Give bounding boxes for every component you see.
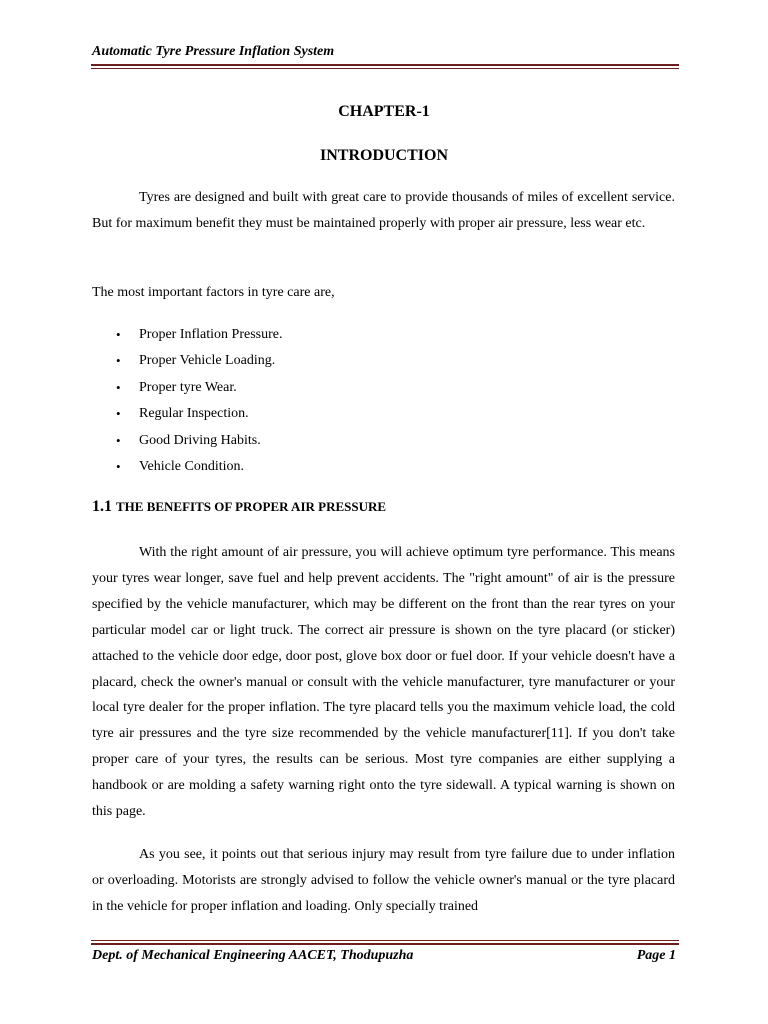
bullet-icon: • [116, 458, 121, 474]
list-item: • Vehicle Condition. [92, 454, 282, 480]
footer-rule-thin [91, 940, 679, 941]
header-rule-thin [91, 68, 679, 69]
bullet-icon: • [116, 353, 121, 369]
section-heading [92, 498, 386, 516]
list-item: • Regular Inspection. [92, 401, 282, 427]
list-item: • Proper Vehicle Loading. [92, 348, 282, 374]
page-number: Page 1 [636, 948, 676, 963]
section-title: THE BENEFITS OF PROPER AIR PRESSURE [116, 499, 387, 514]
section-paragraph-1: With the right amount of air pressure, you will achieve optimum tyre performance. This means your tyres wear longer, save fuel and help prevent accidents. The "right amount" of air is the pressure specified by the vehicle manufacturer, which may be different on the front than the rear tyres on your particular model car or light truck. The correct air pressure is shown on the tyre placard (or sticker) attached to the vehicle door edge, door post, glove box door or fuel door. If your vehicle doesn't have a placard, check the owner's manual or consult with the vehicle manufacturer, tyre manufacturer or your local tyre dealer for the proper inflation. The tyre placard tells you the maximum vehicle load, the cold tyre air pressures and the tyre size recommended by the vehicle manufacturer[11]. If you don't take proper care of your tyres, the results can be serious. Most tyre companies are either supplying a handbook or are molding a safety warning right onto the tyre sidewall. A typical warning is shown on this page. [92, 545, 675, 820]
list-item: • Proper Inflation Pressure. [92, 322, 282, 348]
intro-paragraph: Tyres are designed and built with great care to provide thousands of miles of excellent service. But for maximum benefit they must be maintained properly with proper air pressure, less wear etc. [92, 190, 675, 231]
running-header: Automatic Tyre Pressure Inflation System [92, 44, 335, 59]
bullet-icon: • [116, 379, 121, 395]
bullet-icon: • [116, 432, 121, 448]
section-number: 1.1 [92, 498, 112, 515]
chapter-label: CHAPTER-1 [338, 103, 430, 120]
bullet-icon: • [116, 327, 121, 342]
factors-lead: The most important factors in tyre care are, [92, 285, 335, 300]
section-paragraph-2: As you see, it points out that serious injury may result from tyre failure due to under inflation or overloading. Motorists are strongly advised to follow the vehicle owner's manual or the tyre placard in the vehicle for proper inflation and loading. Only specially trained [92, 847, 675, 914]
footer-department: Dept. of Mechanical Engineering AACET, Thodupuzha [92, 948, 414, 963]
factors-list [92, 322, 282, 480]
footer-rule [91, 943, 679, 945]
list-item: • Proper tyre Wear. [92, 375, 282, 401]
bullet-icon: • [116, 406, 121, 422]
header-rule [91, 64, 679, 66]
list-item: • Good Driving Habits. [92, 428, 282, 454]
chapter-title: INTRODUCTION [319, 147, 448, 164]
